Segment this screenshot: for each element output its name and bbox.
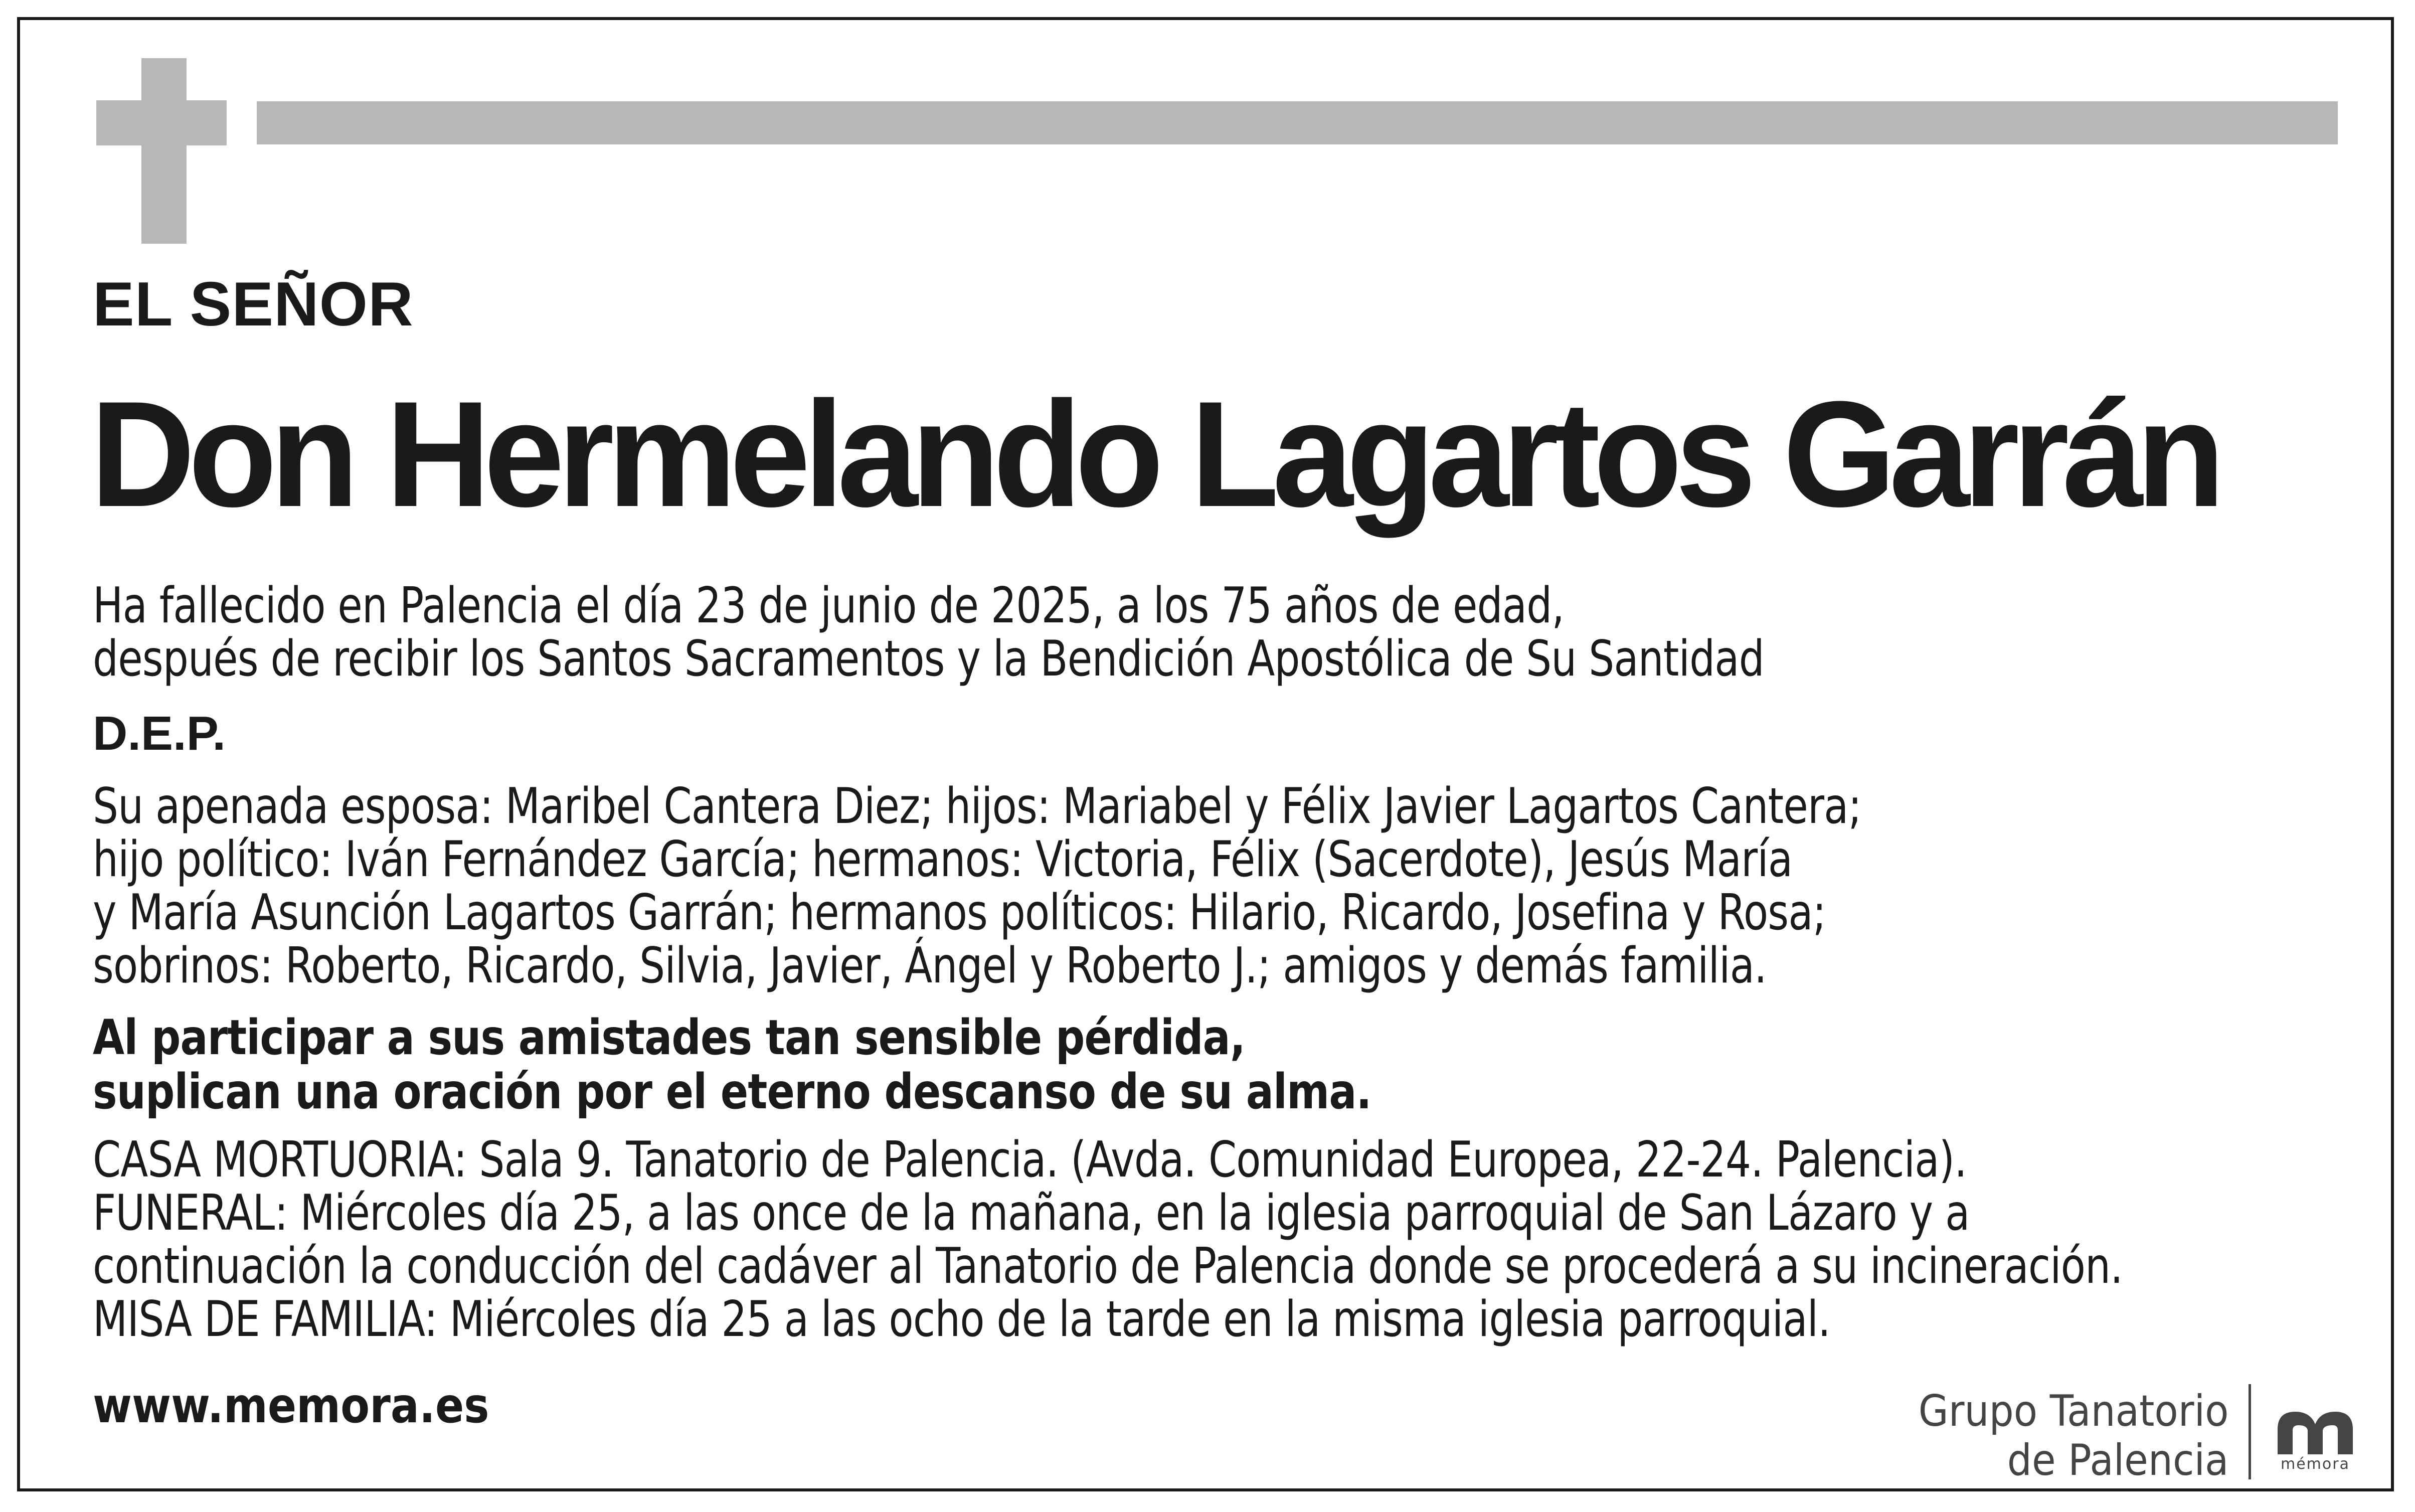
header-rule	[257, 101, 2338, 144]
closing-line: Al participar a sus amistades tan sensible pérdida,	[93, 1010, 1245, 1066]
announcement-line: después de recibir los Santos Sacramentos y la Bendición Apostólica de Su Santidad	[93, 630, 1764, 688]
family-line: y María Asunción Lagartos Garrán; hermanos políticos: Hilario, Ricardo, Josefina y Rosa;	[93, 884, 1826, 941]
family-line: Su apenada esposa: Maribel Cantera Diez; hijos: Mariabel y Félix Javier Lagartos Cantera;	[93, 778, 1861, 835]
dep-abbreviation: D.E.P.	[93, 707, 226, 760]
details-line: FUNERAL: Miércoles día 25, a las once de la mañana, en la iglesia parroquial de San Lázaro y a	[93, 1185, 1970, 1242]
cross-horizontal-bar	[96, 100, 227, 145]
details-line: CASA MORTUORIA: Sala 9. Tanatorio de Palencia. (Avda. Comunidad Europea, 22-24. Palencia).	[93, 1131, 1967, 1189]
service-details	[93, 1133, 2123, 1346]
family-line: hijo político: Iván Fernández García; hermanos: Victoria, Félix (Sacerdote), Jesús María	[93, 831, 1793, 888]
details-line: continuación la conducción del cadáver al Tanatorio de Palencia donde se procederá a su incineración.	[93, 1238, 2123, 1295]
family-line: sobrinos: Roberto, Ricardo, Silvia, Javier, Ángel y Roberto J.; amigos y demás familia.	[93, 937, 1767, 994]
announcement-text	[93, 579, 1764, 686]
brand-name	[1918, 1387, 2228, 1485]
brand-line: Grupo Tanatorio	[1918, 1386, 2228, 1436]
closing-line: suplican una oración por el eterno descanso de su alma.	[93, 1064, 1371, 1120]
website-link[interactable]: www.memora.es	[93, 1378, 489, 1434]
brand-divider	[2249, 1384, 2251, 1479]
announcement-line: Ha fallecido en Palencia el día 23 de junio de 2025, a los 75 años de edad,	[93, 577, 1565, 634]
deceased-name: Don Hermelando Lagartos Garrán	[90, 370, 2218, 538]
brand-line: de Palencia	[2007, 1435, 2228, 1485]
cross-vertical-bar	[141, 58, 187, 244]
logo-label: mémora	[2281, 1455, 2350, 1473]
family-text	[93, 780, 1861, 992]
closing-text	[93, 1011, 1371, 1119]
title-prefix: EL SEÑOR	[93, 270, 414, 339]
details-line: MISA DE FAMILIA: Miércoles día 25 a las ocho de la tarde en la misma iglesia parroquial.	[93, 1291, 1831, 1348]
memora-logo-mark	[2278, 1412, 2353, 1454]
